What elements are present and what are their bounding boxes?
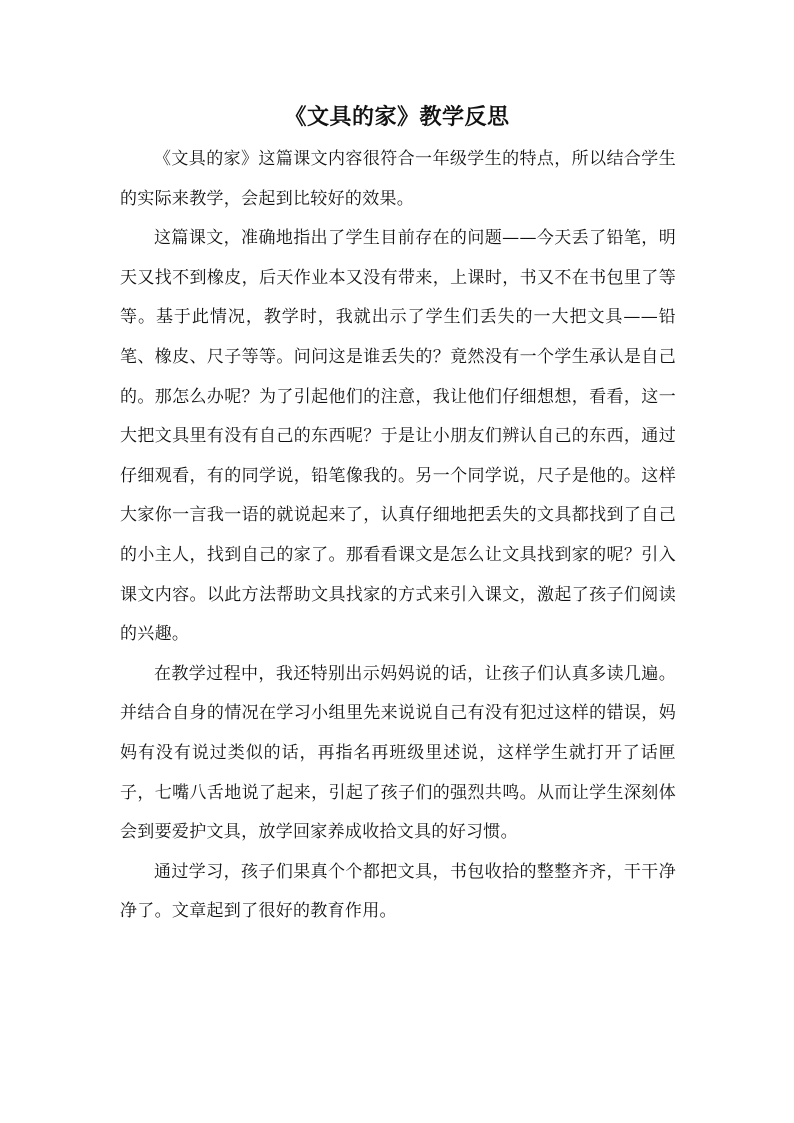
document-body [120,140,676,932]
document-title: 《文具的家》教学反思 [284,104,510,130]
paragraph-teaching-process: 在教学过程中，我还特别出示妈妈说的话，让孩子们认真多读几遍。并结合自身的情况在学习小组里先来说说自己有没有犯过这样的错误，妈妈有没有说过类似的话，再指名再班级里述说，这样学生就打开了话匣子，七嘴八舌地说了起来，引起了孩子们的强烈共鸣。从而让学生深刻体会到要爱护文具，放学回家养成收拾文具的好习惯。 [120,663,676,843]
paragraph-lesson-problem: 这篇课文，准确地指出了学生目前存在的问题——今天丢了铅笔，明天又找不到橡皮，后天作业本又没有带来，上课时，书又不在书包里了等等。基于此情况，教学时，我就出示了学生们丢失的一大把文具——铅笔、橡皮、尺子等等。问问这是谁丢失的？竟然没有一个学生承认是自己的。那怎么办呢？为了引起他们的注意，我让他们仔细想想，看看，这一大把文具里有没有自己的东西呢？于是让小朋友们辨认自己的东西，通过仔细观看，有的同学说，铅笔像我的。另一个同学说，尺子是他的。这样大家你一言我一语的就说起来了，认真仔细地把丢失的文具都找到了自己的小主人，找到自己的家了。那看看课文是怎么让文具找到家的呢？引入课文内容。以此方法帮助文具找家的方式来引入课文，激起了孩子们阅读的兴趣。 [120,228,676,645]
paragraph-intro: 《文具的家》这篇课文内容很符合一年级学生的特点，所以结合学生的实际来教学，会起到比较好的效果。 [120,149,676,209]
paragraph-conclusion: 通过学习，孩子们果真个个都把文具，书包收拾的整整齐齐，干干净净了。文章起到了很好的教育作用。 [120,861,676,922]
